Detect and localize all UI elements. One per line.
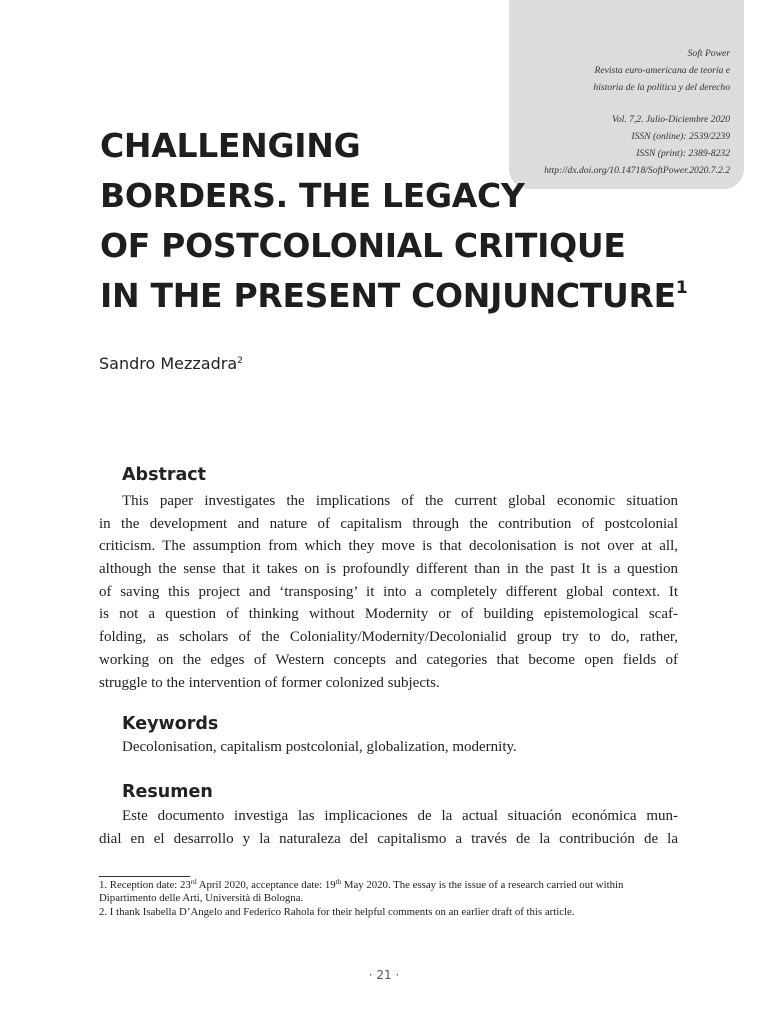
- footnote-1-text: April 2020, acceptance date: 19: [196, 879, 336, 891]
- journal-issn-online: ISSN (online): 2539/2239: [631, 131, 730, 142]
- resumen-line: dial en el desarrollo y la naturaleza del capitalismo a través de la contribución de la: [99, 830, 678, 847]
- abstract-line: although the sense that it takes on is profoundly different than in the past It is a question: [99, 561, 678, 578]
- footnote-1-ordinal: rd: [190, 878, 197, 886]
- abstract-line: in the development and nature of capitalism through the contribution of postcolonial: [99, 515, 678, 532]
- author-name: Sandro Mezzadra: [99, 354, 238, 373]
- journal-subtitle-line2: historia de la política y del derecho: [593, 82, 730, 93]
- title-footnote-mark[interactable]: 1: [675, 278, 688, 298]
- footnote-1-text: 1. Reception date: 23: [99, 879, 191, 891]
- abstract-heading: Abstract: [122, 465, 207, 485]
- abstract-line: of saving this project and ‘transposing’ it into a completely different global context. It: [99, 583, 678, 600]
- abstract-paragraph: [99, 490, 678, 694]
- journal-doi[interactable]: http://dx.doi.org/10.14718/SoftPower.2020.7.2.2: [544, 165, 730, 176]
- page-number: · 21 ·: [368, 968, 400, 982]
- resumen-paragraph: [99, 805, 678, 850]
- footnote-1-text: May 2020. The essay is the issue of a research carried out within: [341, 879, 624, 891]
- footnote-1-ordinal: th: [335, 878, 342, 886]
- title-line-2: BORDERS. THE LEGACY: [100, 176, 525, 215]
- abstract-line: criticism. The assumption from which they move is that decolonisation is not over at all,: [99, 538, 678, 555]
- author-footnote-mark[interactable]: 2: [237, 356, 243, 366]
- journal-volume: Vol. 7,2. Julio-Diciembre 2020: [612, 114, 730, 125]
- footnote-1: [99, 879, 679, 892]
- footnotes: [99, 879, 679, 919]
- title-line-1: CHALLENGING: [100, 126, 361, 165]
- keywords-text: Decolonisation, capitalism postcolonial, globalization, modernity.: [122, 739, 517, 755]
- journal-name: Soft Power: [687, 48, 730, 59]
- footnote-divider: [99, 876, 190, 877]
- abstract-line: working on the edges of Western concepts and categories that become open fields of: [99, 651, 678, 668]
- resumen-heading: Resumen: [122, 782, 213, 802]
- journal-subtitle-line1: Revista euro-americana de teoría e: [594, 65, 730, 76]
- resumen-line: Este documento investiga las implicaciones de la actual situación económica mun-: [122, 808, 678, 824]
- title-line-3: OF POSTCOLONIAL CRITIQUE: [100, 226, 626, 265]
- title-line-4-text: IN THE PRESENT CONJUNCTURE: [100, 276, 676, 315]
- abstract-line: struggle to the intervention of former colonized subjects.: [99, 674, 440, 691]
- footnote-2: 2. I thank Isabella D’Angelo and Federico Rahola for their helpful comments on an earlier draft of this article.: [99, 905, 575, 918]
- abstract-line: This paper investigates the implications of the current global economic situation: [122, 493, 678, 509]
- journal-issn-print: ISSN (print): 2389-8232: [636, 148, 730, 159]
- abstract-line: is not a question of thinking without Modernity or of building epistemological scaf-: [99, 606, 678, 623]
- title-line-4: [100, 271, 688, 321]
- author: [99, 354, 243, 373]
- abstract-line: folding, as scholars of the Coloniality/Modernity/Decolonialid group try to do, rather,: [99, 629, 678, 646]
- keywords-heading: Keywords: [122, 714, 219, 734]
- footnote-1-line-2: Dipartimento delle Arti, Università di Bologna.: [99, 892, 304, 905]
